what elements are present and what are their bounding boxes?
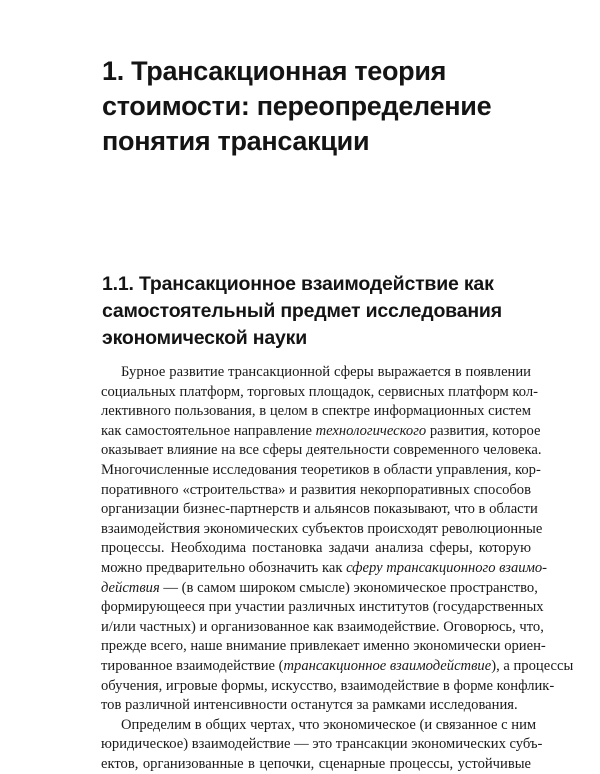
body-text-segment: процессы. Необходима постановка задачи анализа сферы, которую <box>101 540 531 557</box>
body-text-segment: тированное взаимодействие ( <box>101 657 284 674</box>
body-line <box>101 637 546 657</box>
chapter-title-line: стоимости: переопределение <box>102 91 492 121</box>
body-text-segment: Бурное развитие трансакционной сферы выражается в появлении <box>121 364 531 380</box>
body-text-segment: и/или частных) и организованное как взаимодействие. Оговорюсь, что, <box>101 618 544 635</box>
body-line <box>101 559 548 579</box>
body-text-segment: Многочисленные исследования теоретиков в области управления, кор- <box>101 461 541 478</box>
body-line <box>101 481 531 501</box>
body-text-segment: развития, которое <box>426 422 541 439</box>
body-line <box>101 755 531 774</box>
body-text-segment: лективного пользования, в целом в спектре информационных систем <box>101 403 531 420</box>
body-line <box>101 402 531 422</box>
body-line <box>101 500 538 520</box>
section-title-line: экономической науки <box>102 327 308 349</box>
body-line <box>101 383 539 403</box>
body-text-segment: — (в самом широком смысле) экономическое пространство, <box>159 579 538 596</box>
body-line <box>101 363 531 383</box>
body-text <box>101 363 574 774</box>
body-text-segment: организации бизнес-партнерств и альянсов показывают, что в области <box>101 501 538 518</box>
body-line <box>101 677 555 697</box>
body-text-segment: прежде всего, наше внимание привлекает именно экономически ориен- <box>101 638 546 655</box>
body-line <box>101 716 537 736</box>
body-italic-text: трансакционное взаимодействие <box>283 657 492 674</box>
body-line <box>101 735 543 755</box>
section-title-line: самостоятельный предмет исследования <box>102 300 502 322</box>
body-line <box>101 422 541 442</box>
chapter-title-line: 1. Трансакционная теория <box>102 56 447 86</box>
body-text-segment: формирующееся при участии различных институтов (государственных <box>101 599 544 616</box>
body-line <box>101 461 541 481</box>
body-italic-text: сферу трансакционного взаимо- <box>346 559 548 576</box>
body-line <box>101 657 574 677</box>
body-line <box>101 618 544 638</box>
body-italic-text: технологического <box>315 422 427 439</box>
body-line <box>101 696 531 716</box>
body-line <box>101 598 544 618</box>
body-text-segment: оказывает влияние на все сферы деятельности современного человека. <box>101 442 542 459</box>
body-text-segment: ектов, организованные в цепочки, сценарные процессы, устойчивые <box>101 755 531 772</box>
body-text-segment: взаимодействия экономических субъектов происходят революционные <box>101 520 543 537</box>
body-text-segment: поративного «строительства» и развития некорпоративных способов <box>101 481 531 498</box>
section-title <box>102 271 542 352</box>
body-text-segment: юридическое) взаимодействие — это трансакции экономических субъ- <box>101 736 543 753</box>
body-text-segment: социальных платформ, торговых площадок, сервисных платформ кол- <box>101 383 539 400</box>
body-line <box>101 579 538 599</box>
chapter-title <box>102 54 532 159</box>
body-line <box>101 539 531 559</box>
body-text-segment: ), а процессы <box>491 657 574 674</box>
body-text-segment: Определим в общих чертах, что экономическое (и связанное с ним <box>121 716 537 733</box>
body-text-segment: как самостоятельное направление <box>101 422 316 439</box>
body-text-segment: обучения, игровые формы, искусство, взаимодействие в форме конфлик- <box>101 677 555 694</box>
body-line <box>101 520 543 540</box>
body-text-segment: можно предварительно обозначить как <box>101 559 347 576</box>
body-italic-text: действия <box>101 579 160 596</box>
section-title-line: 1.1. Трансакционное взаимодействие как <box>102 273 494 295</box>
body-line <box>101 441 542 461</box>
body-text-segment: тов различной интенсивности останутся за рамками исследования. <box>101 697 518 714</box>
chapter-title-line: понятия трансакции <box>102 126 370 156</box>
